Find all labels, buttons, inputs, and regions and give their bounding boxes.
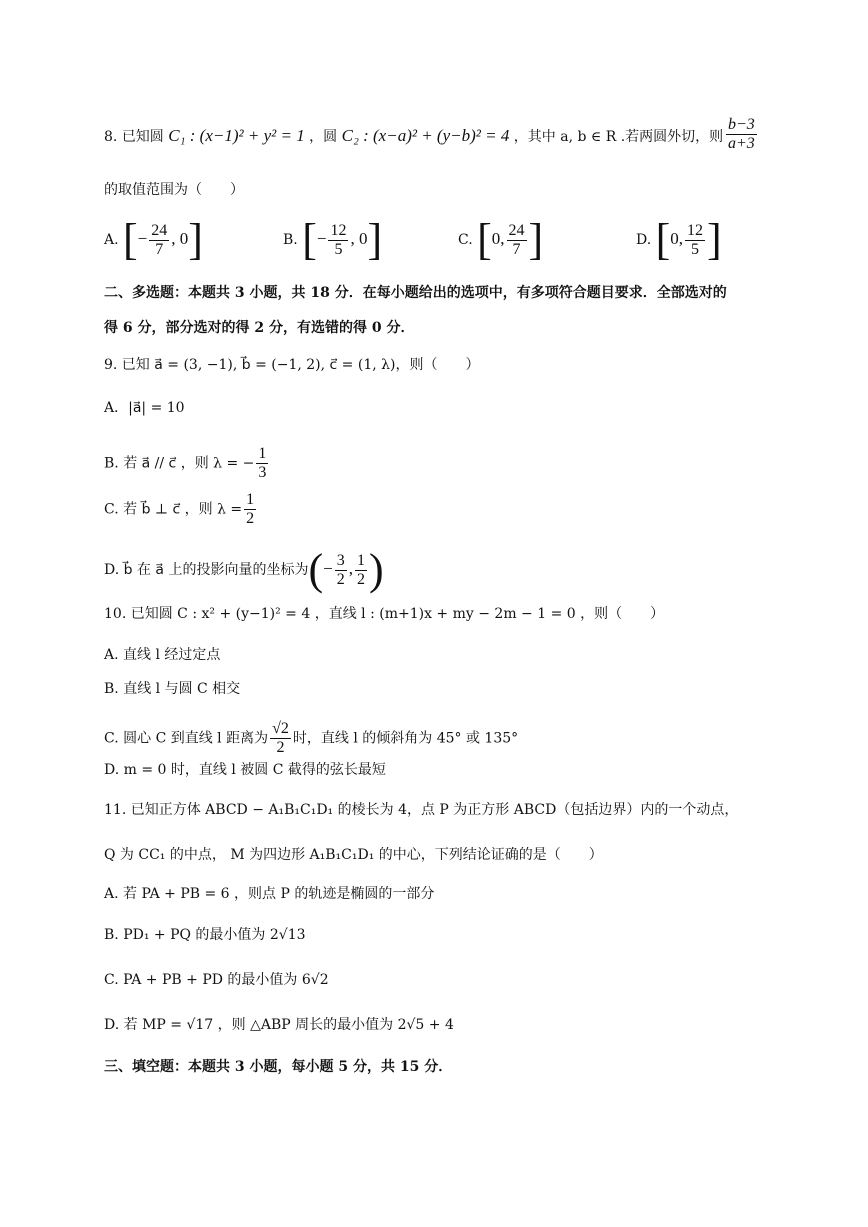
q10-option-a: A. 直线 l 经过定点 [104, 647, 221, 663]
q10-c-pre: C. 圆心 C 到直线 l 距离为 [104, 730, 269, 747]
frac-num: 1 [356, 551, 365, 569]
q10-option-d: D. m = 0 时，直线 l 被圆 C 截得的弦长最短 [104, 762, 386, 778]
q11-option-d: D. 若 MP = √17 ，则 △ABP 周长的最小值为 2√5 + 4 [104, 1017, 454, 1033]
frac-num: 12 [687, 221, 704, 239]
q11-stem2: Q 为 CC₁ 的中点， M 为四边形 A₁B₁C₁D₁ 的中心，下列结论证确的是（ ） [104, 847, 603, 863]
q8-expr-den: a+3 [728, 135, 755, 152]
q10-c-fraction [270, 720, 291, 757]
q8-option-d [636, 215, 722, 264]
q11-option-a: A. 若 PA + PB = 6 ，则点 P 的轨迹是椭圆的一部分 [104, 886, 435, 902]
q9-b-fraction [256, 445, 268, 482]
frac-den: 5 [334, 240, 343, 258]
frac-den: 2 [356, 570, 365, 588]
q9-b-text: B. 若 a⃗ // c⃗ ，则 λ = − [104, 455, 255, 472]
q10-option-b: B. 直线 l 与圆 C 相交 [104, 681, 241, 697]
option-fraction [685, 222, 705, 259]
bracket-right: ] [707, 215, 722, 264]
q10-stem: 10. 已知圆 C : x² + (y−1)² = 4 ，直线 l : (m+1)x + my − 2m − 1 = 0 ，则（ ） [104, 606, 665, 622]
option-label: D. [636, 232, 652, 248]
option-prefix: 0, [670, 229, 684, 248]
frac-num: 1 [258, 445, 267, 462]
q9-option-b [104, 445, 270, 482]
option-fraction [149, 222, 169, 259]
frac-num: 12 [330, 221, 347, 239]
bracket-left: [ [123, 215, 138, 264]
frac-den: 2 [246, 510, 255, 527]
q11-option-c: C. PA + PB + PD 的最小值为 6√2 [104, 972, 329, 988]
q11-stem1: 11. 已知正方体 ABCD − A₁B₁C₁D₁ 的棱长为 4，点 P 为正方形 ABCD（包括边界）内的一个动点， [104, 802, 739, 818]
section3-heading: 三、填空题：本题共 3 小题，每小题 5 分，共 15 分． [104, 1059, 453, 1075]
frac-num: 24 [508, 221, 525, 239]
q9-d-text: D. b⃗ 在 a⃗ 上的投影向量的坐标为 [104, 562, 309, 578]
q10-c-post: 时，直线 l 的倾斜角为 45° 或 135° [292, 730, 519, 747]
option-suffix: , 0 [171, 229, 189, 248]
q9-d-fraction1 [335, 552, 347, 589]
option-prefix: − [316, 229, 327, 248]
q8-option-a [104, 215, 203, 264]
section2-line2: 得 6 分，部分选对的得 2 分，有选错的得 0 分． [104, 320, 415, 336]
frac-den: 7 [155, 240, 164, 258]
frac-den: 2 [336, 570, 345, 588]
q8-option-c [458, 215, 544, 264]
bracket-left: [ [302, 215, 317, 264]
frac-den: 2 [276, 739, 285, 756]
q10-option-c [104, 720, 518, 757]
bracket-right: ] [188, 215, 203, 264]
q9-option-a: A．|a⃗| = 10 [104, 400, 185, 416]
q8-circle2: C₂ : (x−a)² + (y−b)² = 4 [341, 126, 510, 145]
frac-num: √2 [272, 720, 289, 737]
q9-option-c [104, 491, 258, 528]
option-prefix: 0, [491, 229, 505, 248]
option-label: B. [283, 232, 298, 248]
q8-circle1: C₁ : (x−1)² + y² = 1 [168, 126, 305, 145]
frac-num: 24 [151, 221, 168, 239]
q9-option-d [104, 545, 384, 594]
option-label: C. [458, 232, 473, 248]
q11-option-b: B. PD₁ + PQ 的最小值为 2√13 [104, 927, 306, 943]
q8-stem-c: ，其中 a, b ∈ R .若两圆外切，则 [513, 129, 724, 145]
q9-d-fraction2 [355, 552, 367, 589]
q8-stem-a: 已知圆 [121, 129, 164, 145]
frac-num: 1 [246, 491, 255, 508]
section2-line1: 二、多选题：本题共 3 小题，共 18 分．在每小题给出的选项中，有多项符合题目要求．全部选对的 [104, 285, 727, 301]
bracket-left: [ [655, 215, 671, 264]
q8-option-b [283, 215, 383, 264]
q9-stem: 9. 已知 a⃗ = (3, −1), b⃗ = (−1, 2), c⃗ = (1, λ)，则（ ） [104, 357, 480, 373]
q8-stem-end: 的取值范围为（ ） [104, 182, 244, 198]
minus-sign: − [323, 559, 333, 578]
bracket-left: [ [477, 215, 492, 264]
q8-expression [726, 116, 757, 153]
paren-left: ( [308, 545, 324, 594]
comma: , [348, 559, 353, 578]
option-fraction [328, 222, 348, 259]
paren-right: ) [368, 545, 384, 594]
frac-den: 7 [512, 240, 521, 258]
option-prefix: − [137, 229, 148, 248]
option-suffix: , 0 [350, 229, 368, 248]
q8-stem [104, 126, 723, 147]
option-fraction [507, 222, 527, 259]
frac-num: 3 [336, 551, 345, 569]
q8-number: 8. [104, 129, 118, 145]
bracket-right: ] [528, 215, 544, 264]
bracket-right: ] [367, 215, 383, 264]
q8-stem-b: ，圆 [309, 129, 338, 145]
q8-expr-num: b−3 [728, 116, 755, 133]
frac-den: 5 [691, 240, 700, 258]
option-label: A. [104, 232, 119, 248]
frac-den: 3 [258, 464, 267, 481]
q9-c-fraction [244, 491, 256, 528]
q9-c-text: C. 若 b⃗ ⊥ c⃗ ，则 λ = [104, 501, 243, 518]
